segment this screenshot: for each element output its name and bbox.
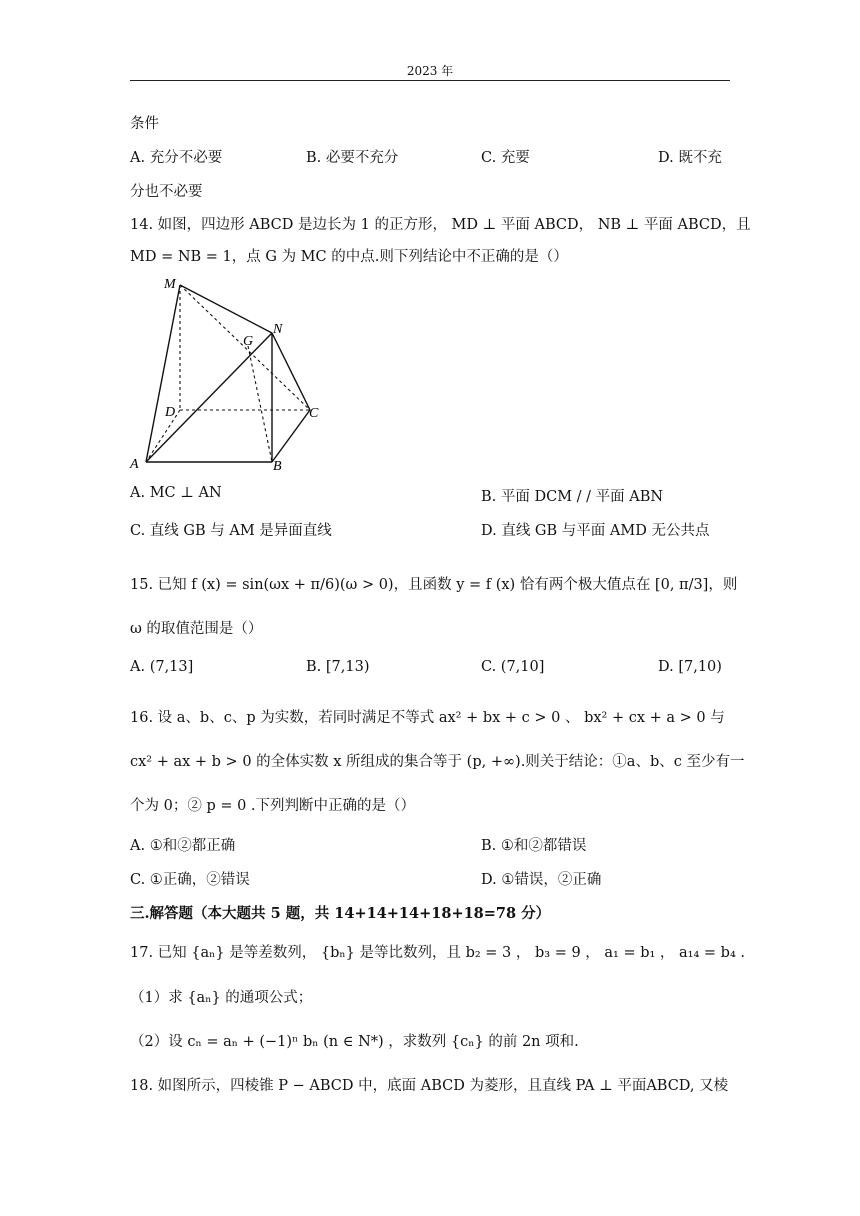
q15-stem-line1: 15. 已知 f (x) = sin(ωx + π/6)(ω > 0)，且函数 y = f (x) 恰有两个极大值点在 [0, π/3]，则 (130, 577, 738, 593)
q14-option-c: C. 直线 GB 与 AM 是异面直线 (130, 523, 332, 539)
header-rule (130, 80, 730, 81)
q14-stem-line2: MD = NB = 1，点 G 为 MC 的中点.则下列结论中不正确的是（） (130, 249, 568, 265)
q15-option-c: C. (7,10] (481, 659, 545, 675)
vertex-label-m: M (164, 277, 176, 292)
q16-option-c: C. ①正确，②错误 (130, 872, 250, 888)
q16-option-d: D. ①错误，②正确 (481, 872, 602, 888)
q16-stem-line1: 16. 设 a、b、c、p 为实数，若同时满足不等式 ax² + bx + c > 0 、 bx² + cx + a > 0 与 (130, 710, 725, 726)
vertex-label-a: A (130, 457, 139, 472)
q15-stem-line2: ω 的取值范围是（） (130, 621, 263, 637)
q16-option-b: B. ①和②都错误 (481, 838, 587, 854)
q17-part1: （1）求 {aₙ} 的通项公式； (130, 990, 313, 1006)
vertex-label-g: G (243, 334, 254, 349)
q17-part2: （2）设 cₙ = aₙ + (−1)ⁿ bₙ (n ∈ N*) ，求数列 {cₙ} 的前 2n 项和. (130, 1034, 579, 1050)
q13-continuation: 条件 (130, 116, 159, 132)
vertex-label-c: C (309, 406, 319, 421)
q13-option-d: D. 既不充 (658, 150, 722, 166)
q14-solid-figure (128, 268, 338, 478)
q14-option-a: A. MC ⊥ AN (130, 485, 222, 501)
q15-option-b: B. [7,13) (306, 659, 370, 675)
q14-option-b: B. 平面 DCM / / 平面 ABN (481, 489, 664, 505)
q15-option-a: A. (7,13] (130, 659, 194, 675)
q16-stem-line2: cx² + ax + b > 0 的全体实数 x 所组成的集合等于 (p, +∞).则关于结论：①a、b、c 至少有一 (130, 754, 745, 770)
q17-stem: 17. 已知 {aₙ} 是等差数列， {bₙ} 是等比数列，且 b₂ = 3 ， b₃ = 9 ， a₁ = b₁ ， a₁₄ = b₄ . (130, 945, 745, 961)
q13-option-d-continued: 分也不必要 (130, 184, 203, 200)
vertex-label-d: D (165, 405, 176, 420)
q18-stem-line1: 18. 如图所示，四棱锥 P − ABCD 中，底面 ABCD 为菱形，且直线 PA ⊥ 平面ABCD, 又棱 (130, 1078, 729, 1094)
q13-option-c: C. 充要 (481, 150, 530, 166)
q15-option-d: D. [7,10) (658, 659, 722, 675)
vertex-label-n: N (273, 322, 283, 337)
q13-option-a: A. 充分不必要 (130, 150, 223, 166)
vertex-label-b: B (273, 459, 282, 474)
q16-option-a: A. ①和②都正确 (130, 838, 236, 854)
q14-option-d: D. 直线 GB 与平面 AMD 无公共点 (481, 523, 710, 539)
page-header-year: 2023 年 (406, 64, 454, 78)
section-3-heading: 三.解答题（本大题共 5 题，共 14+14+14+18+18=78 分） (130, 905, 551, 922)
q16-stem-line3: 个为 0；② p = 0 .下列判断中正确的是（） (130, 798, 416, 814)
q13-option-b: B. 必要不充分 (306, 150, 399, 166)
q14-stem-line1: 14. 如图，四边形 ABCD 是边长为 1 的正方形， MD ⊥ 平面 ABCD， NB ⊥ 平面 ABCD，且 (130, 217, 751, 233)
